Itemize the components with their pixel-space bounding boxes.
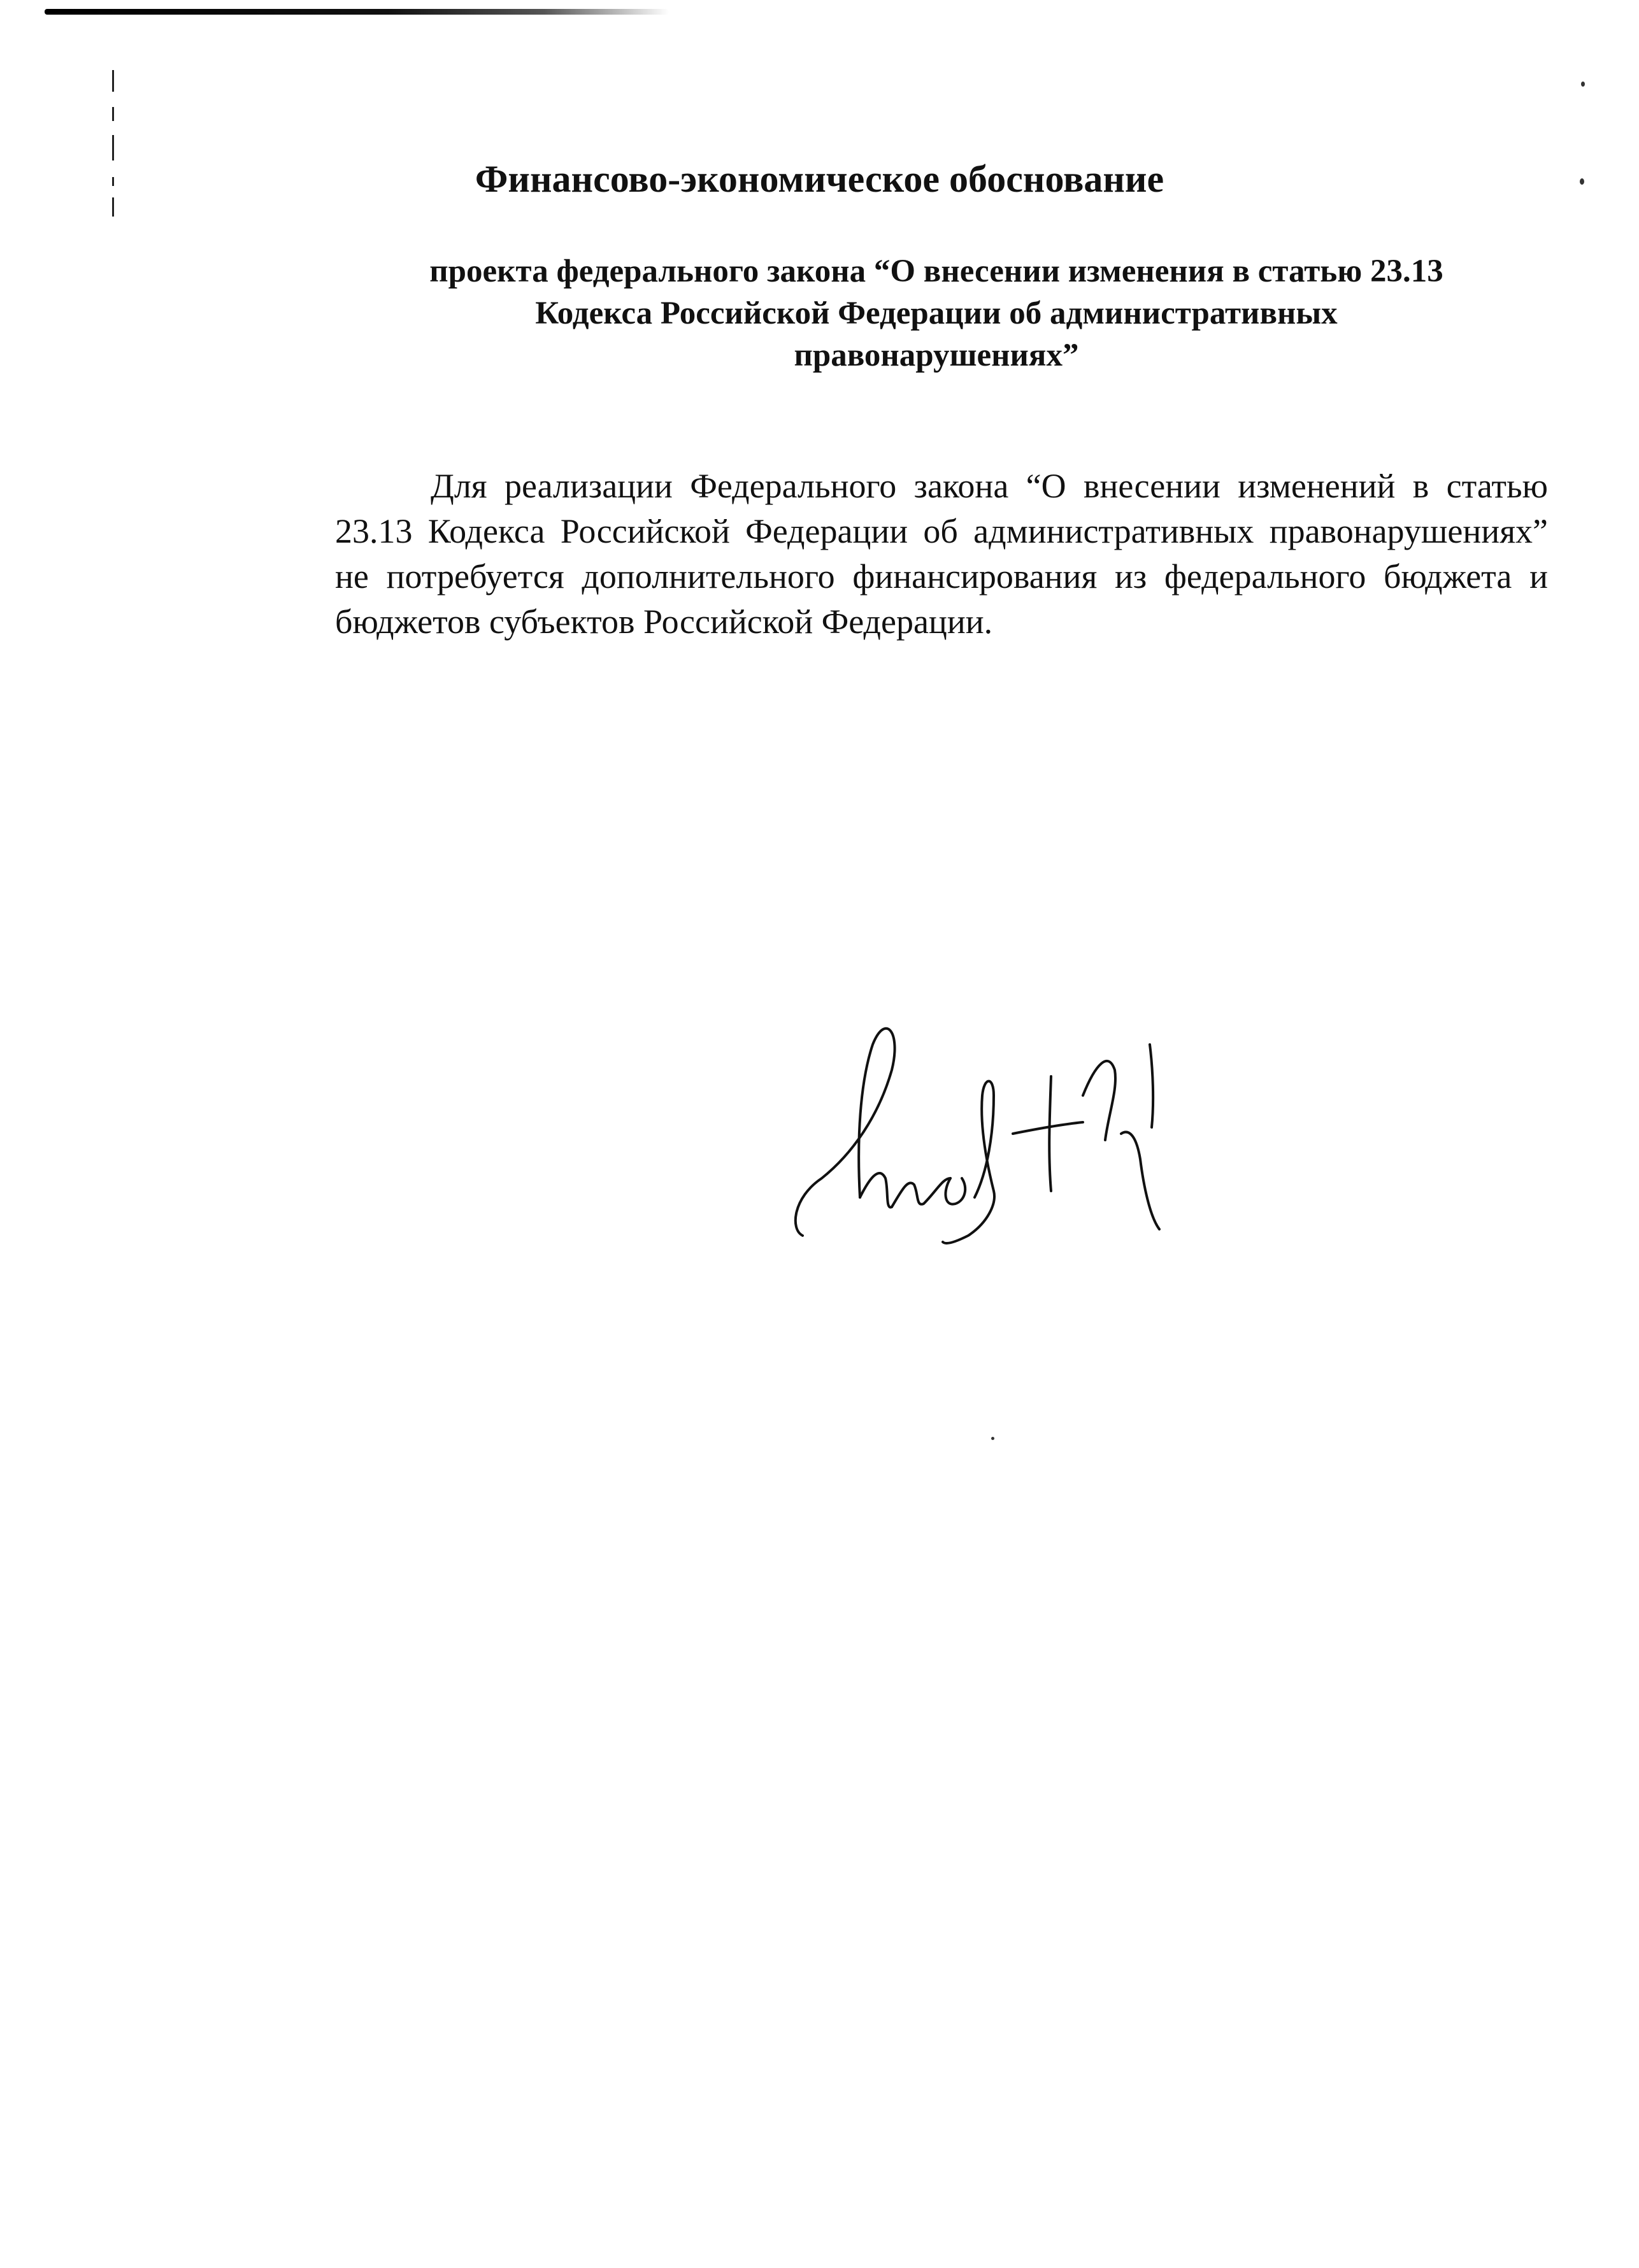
subtitle-line: правонарушениях” — [794, 338, 1079, 373]
document-title: Финансово-экономическое обоснование — [475, 158, 1164, 200]
scan-edge-rule — [45, 9, 669, 15]
body-paragraph: Для реализации Федерального закона “О внесении изменений в статью 23.13 Кодекса Российской Федерации об административных правонарушениях” не потребуется дополнительного финансирования из федерального бюджета и бюджетов субъектов Российской Федерации. — [335, 467, 1548, 641]
signature-icon — [784, 987, 1229, 1261]
document-subtitle — [357, 250, 1516, 376]
subtitle-line: проекта федерального закона “О внесении изменения в статью 23.13 — [429, 253, 1443, 289]
scan-speck — [1581, 82, 1585, 87]
scan-speck — [991, 1437, 994, 1440]
subtitle-line: Кодекса Российской Федерации об административных — [535, 296, 1338, 331]
